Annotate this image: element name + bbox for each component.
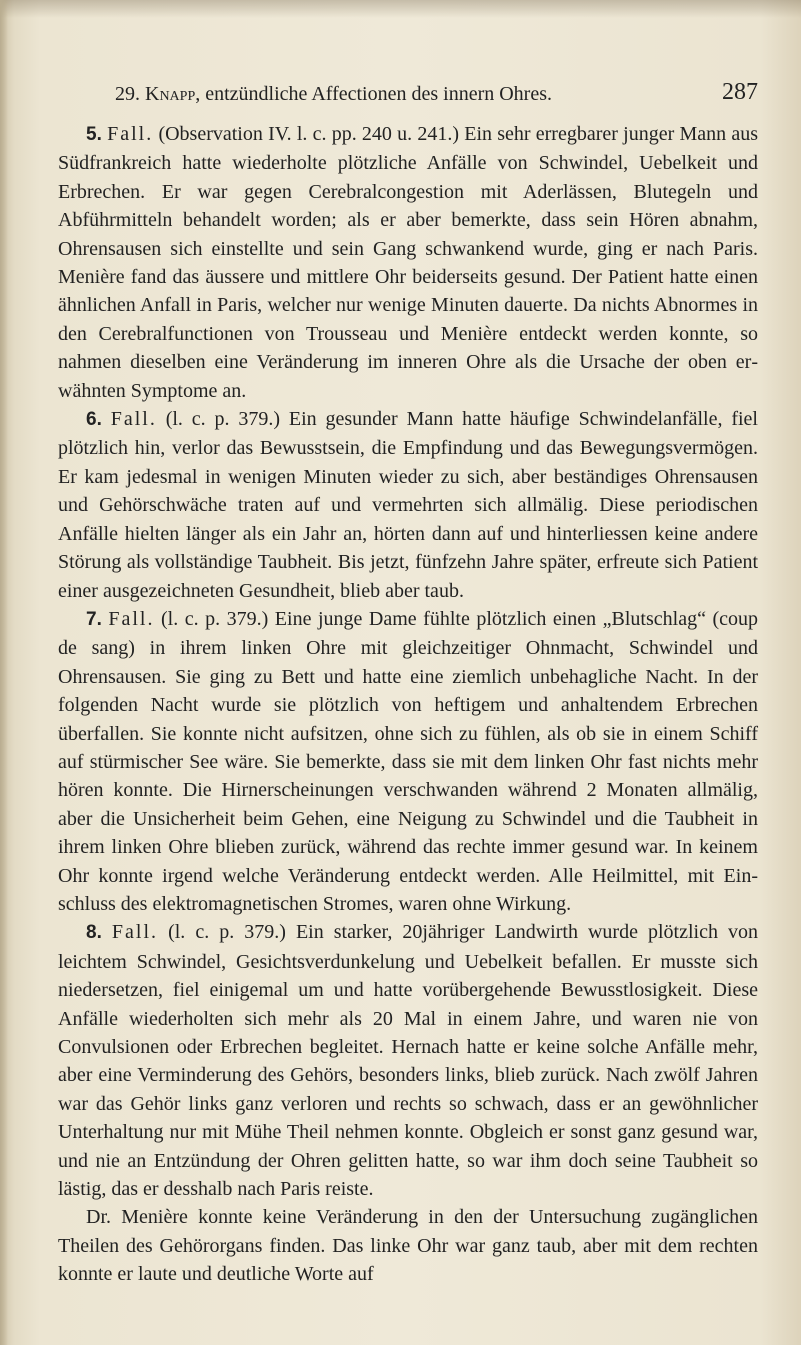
paragraph-meniere-finding (58, 1203, 758, 1288)
header-subject: , entzündliche Affectionen des innern Ohres. (195, 83, 552, 105)
page-binding-edge (0, 0, 8, 1345)
case-number: 7. (86, 608, 102, 630)
case-label: Fall. (108, 607, 155, 630)
header-title (115, 80, 552, 108)
case-number: 5. (86, 124, 102, 145)
page-number: 287 (722, 79, 758, 105)
case-label: Fall. (107, 123, 154, 145)
paragraph-text: (l. c. p. 379.) Ein gesunder Mann hatte häufige Schwindelanfälle, fiel plötzlich hin, verlor das Bewusstsein, die Empfindung und das Bewegungsvermögen. Er kam jedesmal in wenigen Minuten wieder zu sich, aber beständiges Ohrensausen und Gehörschwäche traten auf und vermehrten sich allmälig. Diese periodischen Anfälle hielten länger als ein Jahr an, hörten dann auf und hinterliessen keine andere Störung als vollständige Taubheit. Bis jetzt, fünfzehn Jahre später, erfreute sich Patient einer ausgezeichneten Gesundheit, blieb aber taub. (58, 408, 758, 602)
paragraph-text: (l. c. p. 379.) Ein starker, 20jähriger Landwirth wurde plötzlich von leichtem Schwindel, Gesichtsverdunkelung und Uebelkeit befallen. Er musste sich niedersetzen, fiel einigemal um und hatte vorübergehende Bewusstlosigkeit. Diese Anfälle wiederholten sich mehr als 20 Mal in einem Jahre, und waren nie von Convulsionen oder Erbrechen begleitet. Hernach hatte er keine solche Anfälle mehr, aber eine Verminderung des Gehörs, besonders links, blieb zurück. Nach zwölf Jahren war das Gehör links ganz verloren und rechts so schwach, dass er an gewöhnlicher Unterhaltung nur mit Mühe Theil nehmen konnte. Obgleich er sonst ganz gesund war, und nie an Entzündung der Ohren gelitten hatte, so war ihm doch seine Taubheit so lästig, das er desshalb nach Paris reiste. (58, 921, 759, 1201)
running-head (58, 80, 758, 116)
paragraph-case-8 (58, 918, 758, 1203)
section-number: 29. (115, 83, 140, 105)
paragraph-case-5 (58, 120, 758, 405)
paragraph-text: (l. c. p. 379.) Eine junge Dame fühlte plötzlich einen „Blutschlag“ (coup de sang) in ihrem linken Ohre mit gleichzeitiger Ohnmacht, Schwindel und Ohrensausen. Sie ging zu Bett und hatte eine ziemlich unbehagliche Nacht. In der folgenden Nacht wurde sie plötzlich von heftigem und anhaltendem Erbrechen überfallen. Sie konnte nicht aufsitzen, ohne sich zu fühlen, als ob sie in einem Schiff auf stürmischer See wäre. Sie bemerkte, dass sie mit dem linken Ohr fast nichts mehr hören konnte. Die Hirnerscheinungen verschwanden während 2 Monaten allmälig, aber die Unsicherheit beim Gehen, eine Neigung zu Schwindel und die Taubheit in ihrem linken Ohre blieben zurück, während das rechte immer gesund war. In keinem Ohr konnte irgend welche Veränderung entdeckt werden. Alle Heilmittel, mit Einschluss des elektromagnetischen Stromes, waren ohne Wirkung. (58, 607, 759, 915)
page-content (58, 80, 758, 1289)
body-text (58, 120, 758, 1289)
paragraph-text: (Observation IV. l. c. pp. 240 u. 241.) Ein sehr erregbarer junger Mann aus Südfrankreich hatte wiederholte plötzliche Anfälle von Schwindel, Uebelkeit und Erbrechen. Er war gegen Cerebralcongestion mit Aderlässen, Blutegeln und Abführmitteln behandelt worden; als er aber bemerkte, dass sein Hören abnahm, Ohrensausen sich einstellte und sein Gang schwankend wurde, ging er nach Paris. Menière fand das äussere und mittlere Ohr beiderseits gesund. Der Patient hatte einen ähnlichen Anfall in Paris, welcher nur wenige Minuten dauerte. Da nichts Abnormes in den Cerebralfunctionen von Trousseau und Menière entdeckt werden konnte, so nahmen dieselben eine Veränderung im inneren Ohre als die Ursache der oben erwähnten Symptome an. (58, 123, 758, 402)
case-number: 8. (86, 922, 102, 944)
case-label: Fall. (111, 921, 159, 944)
page-top-shadow (0, 0, 801, 18)
paragraph-case-7 (58, 605, 758, 918)
case-number: 6. (86, 409, 102, 431)
paragraph-text: Dr. Menière konnte keine Veränderung in den der Untersuchung zugänglichen Theilen des Gehörorgans finden. Das linke Ohr war ganz taub, aber mit dem rechten konnte er laute und deutliche Worte auf (58, 1206, 758, 1286)
header-author: Knapp (145, 83, 196, 105)
paragraph-case-6 (58, 405, 758, 605)
case-label: Fall. (110, 408, 157, 431)
